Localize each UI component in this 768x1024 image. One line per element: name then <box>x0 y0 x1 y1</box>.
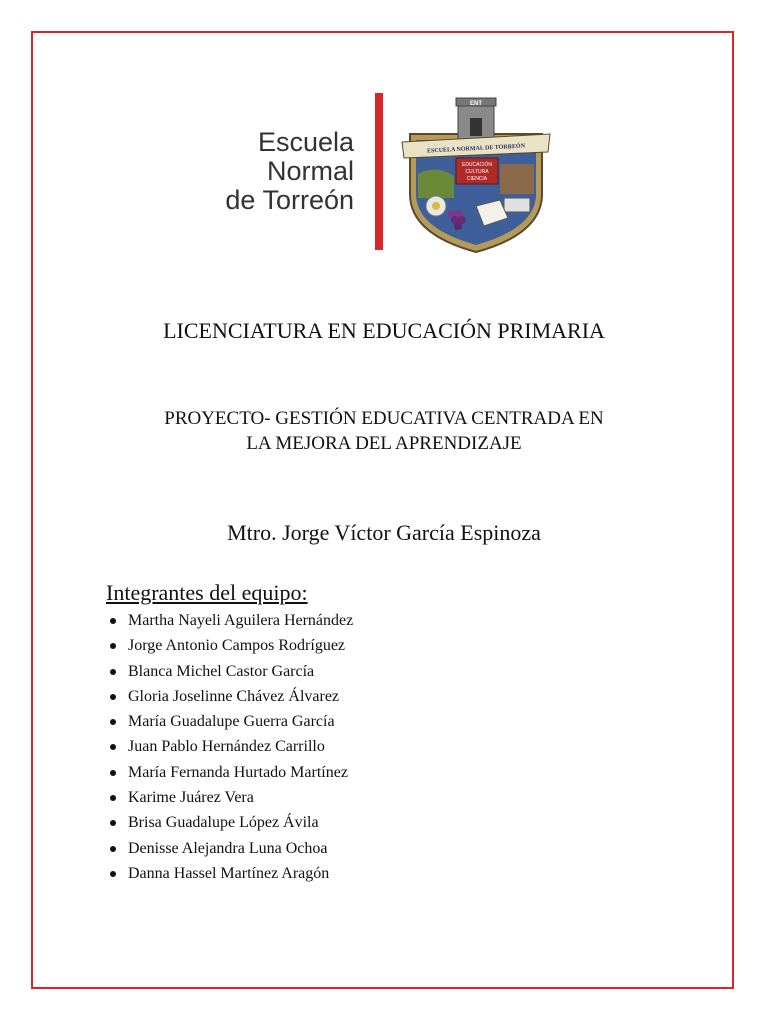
team-member: Blanca Michel Castor García <box>106 659 353 684</box>
team-member-list <box>106 608 353 886</box>
team-member: Juan Pablo Hernández Carrillo <box>106 734 353 759</box>
school-crest-logo <box>396 94 556 254</box>
team-member: Jorge Antonio Campos Rodríguez <box>106 633 353 658</box>
teacher-name: Mtro. Jorge Víctor García Espinoza <box>227 520 541 545</box>
school-name-line-1: Escuela <box>257 127 354 157</box>
project-title-line-1: PROYECTO- GESTIÓN EDUCATIVA CENTRADA EN <box>164 408 604 429</box>
team-member: María Fernanda Hurtado Martínez <box>106 760 353 785</box>
team-heading: Integrantes del equipo: <box>106 580 308 605</box>
logo-divider-bar <box>375 93 383 250</box>
team-member: Denisse Alejandra Luna Ochoa <box>106 836 353 861</box>
crest-shield-icon <box>396 94 556 254</box>
school-name-line-3: de Torreón <box>225 185 354 215</box>
project-title-line-2: LA MEJORA DEL APRENDIZAJE <box>246 433 522 454</box>
team-member: Martha Nayeli Aguilera Hernández <box>106 608 353 633</box>
team-member: Brisa Guadalupe López Ávila <box>106 810 353 835</box>
school-name-logo-text <box>150 128 354 215</box>
school-name-line-2: Normal <box>266 156 354 186</box>
crest-scroll-line-1: EDUCACIÓN <box>461 162 493 168</box>
team-member: María Guadalupe Guerra García <box>106 709 353 734</box>
degree-title: LICENCIATURA EN EDUCACIÓN PRIMARIA <box>163 318 605 343</box>
project-title <box>0 406 768 456</box>
crest-top-letters: ENT <box>470 101 482 107</box>
team-member: Gloria Joselinne Chávez Álvarez <box>106 684 353 709</box>
crest-banner-text: ESCUELA NORMAL DE TORREÓN <box>426 143 526 155</box>
team-member: Karime Juárez Vera <box>106 785 353 810</box>
team-member: Danna Hassel Martínez Aragón <box>106 861 353 886</box>
crest-scroll-line-2: CULTURA <box>465 169 489 175</box>
team-section <box>106 580 353 886</box>
crest-scroll-line-3: CIENCIA <box>466 176 488 182</box>
